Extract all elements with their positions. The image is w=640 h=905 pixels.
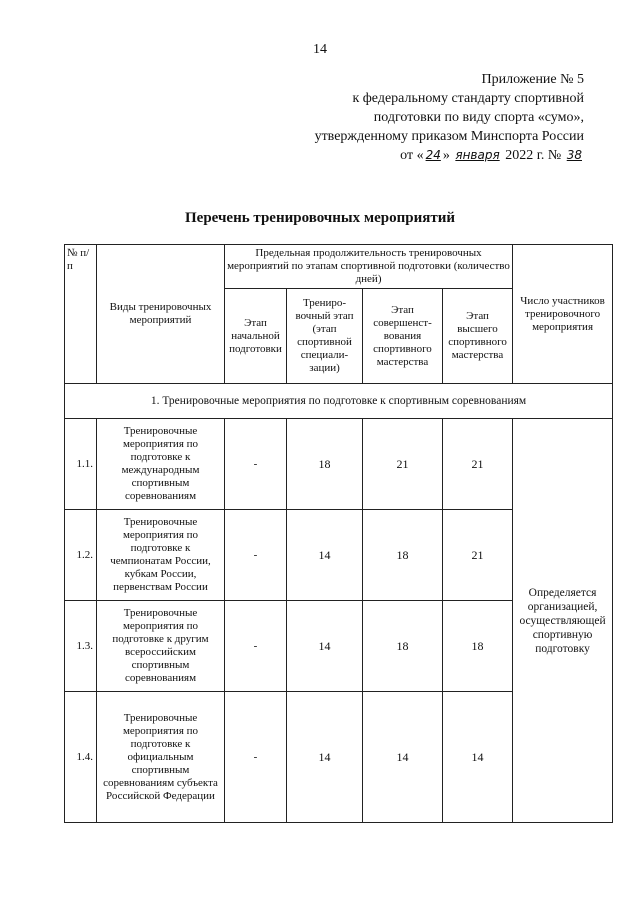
date-year: 2022 г. № <box>505 148 562 163</box>
row-stage-3: 18 <box>363 601 443 692</box>
appendix-header <box>264 70 584 165</box>
date-day-handwritten: 24 <box>425 148 441 162</box>
row-stage-3: 14 <box>363 692 443 823</box>
header-duration: Предельная продолжительность тренировочных мероприятий по этапам спортивной подготовки (количество дней) <box>225 245 513 289</box>
appendix-line-4: утвержденному приказом Минспорта России <box>314 129 584 144</box>
row-stage-2: 14 <box>287 692 363 823</box>
appendix-line-2: к федеральному стандарту спортивной <box>352 91 584 106</box>
date-month-handwritten: января <box>455 148 500 162</box>
row-stage-1: - <box>225 601 287 692</box>
row-stage-4: 18 <box>443 601 513 692</box>
date-prefix: от « <box>400 148 424 163</box>
row-stage-3: 21 <box>363 419 443 510</box>
row-stage-3: 18 <box>363 510 443 601</box>
row-stage-2: 18 <box>287 419 363 510</box>
row-number: 1.4. <box>65 692 97 823</box>
row-stage-1: - <box>225 419 287 510</box>
table-row <box>65 419 613 510</box>
row-number: 1.1. <box>65 419 97 510</box>
row-stage-4: 21 <box>443 419 513 510</box>
participants-note: Определяется организацией, осуществляющей спортивную подготовку <box>513 419 613 823</box>
appendix-line-1: Приложение № 5 <box>481 72 584 87</box>
training-events-table <box>64 244 613 823</box>
row-number: 1.3. <box>65 601 97 692</box>
header-types: Виды тренировочных мероприятий <box>97 245 225 384</box>
row-name: Тренировочные мероприятия по подготовке к другим всероссийским спортивным соревнованиям <box>97 601 225 692</box>
section-row <box>65 384 613 419</box>
header-participants: Число участников тренировочного мероприятия <box>513 245 613 384</box>
row-stage-1: - <box>225 510 287 601</box>
header-row-1 <box>65 245 613 289</box>
order-number-handwritten: 38 <box>566 148 582 162</box>
row-stage-1: - <box>225 692 287 823</box>
section-title: 1. Тренировочные мероприятия по подготовке к спортивным соревнованиям <box>65 384 613 419</box>
row-stage-4: 14 <box>443 692 513 823</box>
header-stage-1: Этап начальной подготовки <box>225 289 287 384</box>
document-title: Перечень тренировочных мероприятий <box>185 210 455 226</box>
header-num: № п/п <box>65 245 97 384</box>
row-name: Тренировочные мероприятия по подготовке к международным спортивным соревнованиям <box>97 419 225 510</box>
appendix-date-line <box>264 146 584 165</box>
page-number: 14 <box>313 42 327 57</box>
header-stage-3: Этап совершенст-вования спортивного мастерства <box>363 289 443 384</box>
row-stage-4: 21 <box>443 510 513 601</box>
appendix-line-3: подготовки по виду спорта «сумо», <box>373 110 584 125</box>
row-stage-2: 14 <box>287 601 363 692</box>
header-stage-2: Трениро-вочный этап (этап спортивной специали-зации) <box>287 289 363 384</box>
row-stage-2: 14 <box>287 510 363 601</box>
row-name: Тренировочные мероприятия по подготовке к официальным спортивным соревнованиям субъекта Российской Федерации <box>97 692 225 823</box>
row-number: 1.2. <box>65 510 97 601</box>
date-mid: » <box>442 148 450 163</box>
header-stage-4: Этап высшего спортивного мастерства <box>443 289 513 384</box>
row-name: Тренировочные мероприятия по подготовке к чемпионатам России, кубкам России, первенствам России <box>97 510 225 601</box>
